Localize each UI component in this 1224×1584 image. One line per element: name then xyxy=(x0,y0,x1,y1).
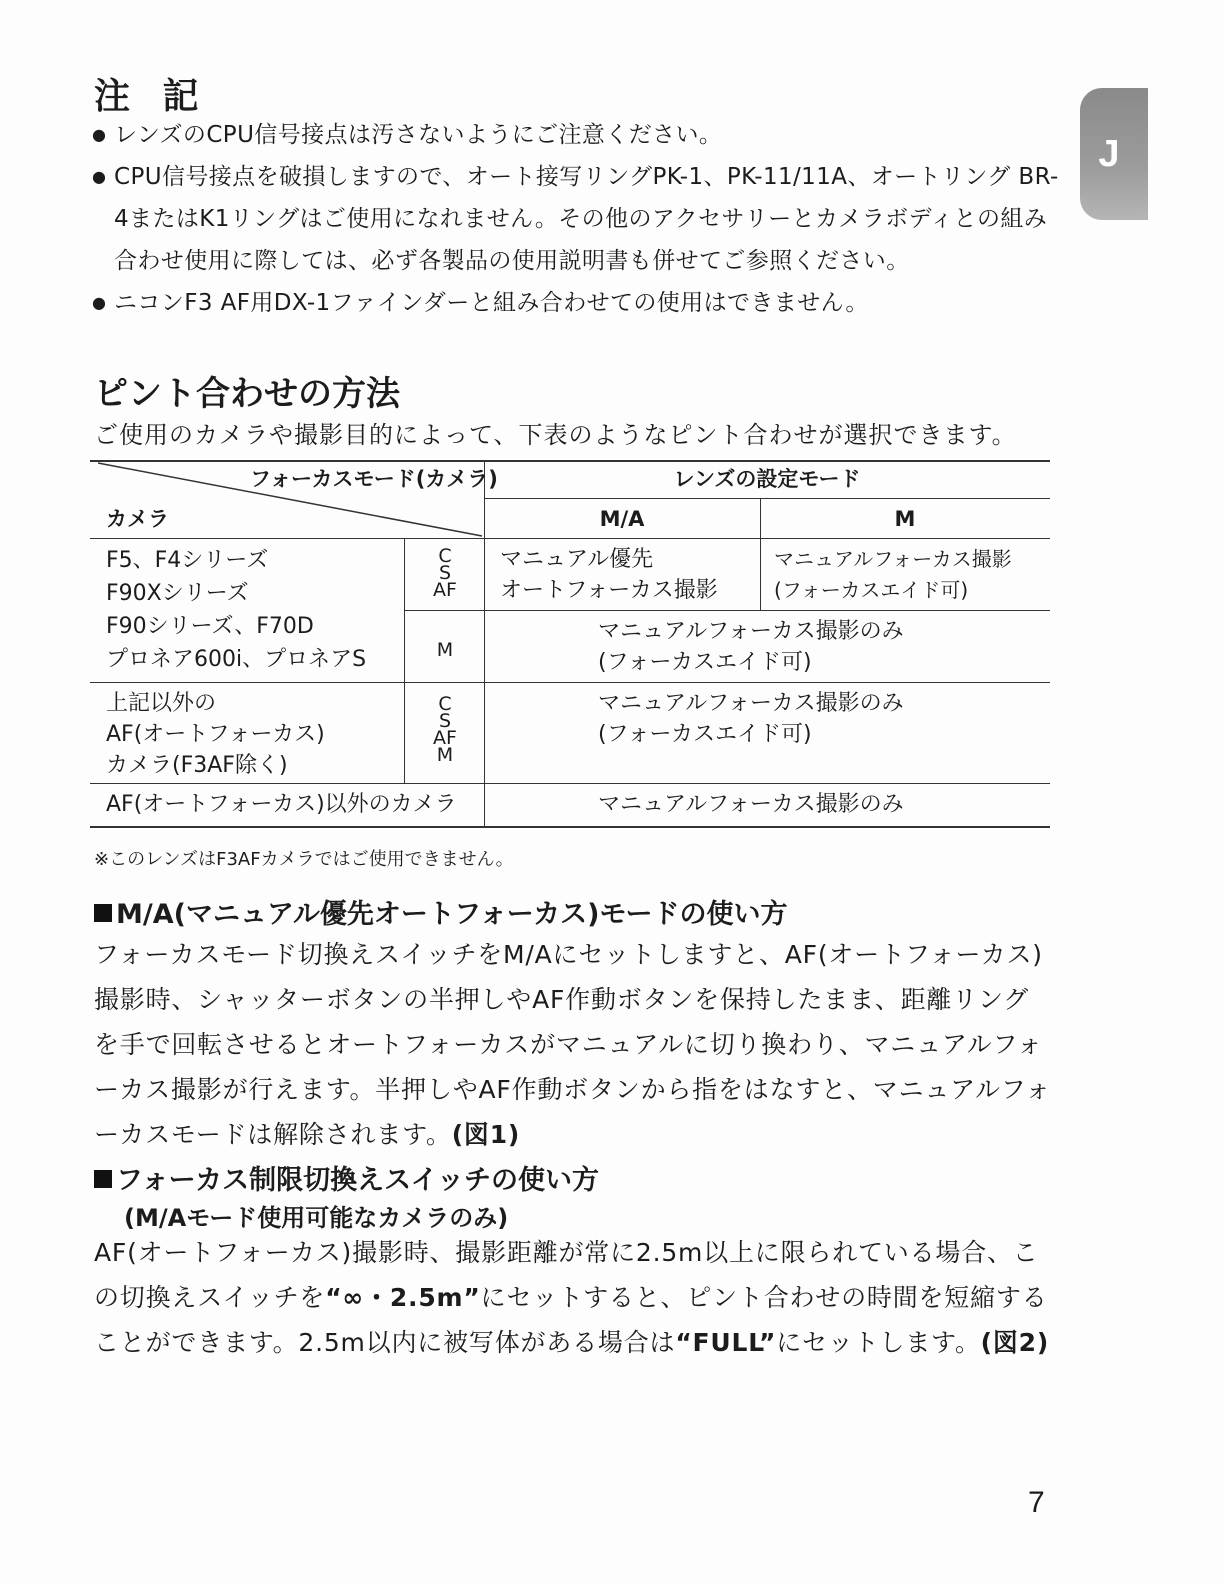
limit-section-heading: フォーカス制限切換えスイッチの使い方 xyxy=(94,1158,599,1197)
footnote: ※このレンズはF3AFカメラではご使用できません。 xyxy=(94,849,514,870)
square-bullet-icon xyxy=(94,904,112,922)
manual-only-cell-3: マニュアルフォーカス撮影のみ xyxy=(598,792,904,817)
focusing-heading: ピント合わせの方法 xyxy=(94,374,400,414)
ma-section-heading: M/A(マニュアル優先オートフォーカス)モードの使い方 xyxy=(94,892,787,931)
camera-non-af: AF(オートフォーカス)以外のカメラ xyxy=(106,792,457,817)
note-item: ● CPU信号接点を破損しますので、オート接写リングPK-1、PK-11/11A、オートリング BR-4またはK1リングはご使用になれません。その他のアクセサリーとカメラボディとの組み合わせ使用に際しては、必ず各製品の使用説明書も併せてご参照ください。 xyxy=(94,156,1064,282)
camera-list-other-af: 上記以外の AF(オートフォーカス) カメラ(F3AF除く) xyxy=(106,691,325,778)
mode-letter-m: M xyxy=(436,639,454,661)
camera-header: カメラ xyxy=(106,507,169,531)
focusing-intro: ご使用のカメラや撮影目的によって、下表のようなピント合わせが選択できます。 xyxy=(94,421,1017,449)
ma-section-body: フォーカスモード切換えスイッチをM/Aにセットしますと、AF(オートフォーカス)撮影時、シャッターボタンの半押しやAF作動ボタンを保持したまま、距離リングを手で回転させるとオートフォーカスがマニュアルに切り換わり、マニュアルフォーカス撮影が行えます。半押しやAF作動ボタンから指をはなすと、マニュアルフォーカスモードは解除されます。(図1) xyxy=(94,940,1052,1149)
ma-cell-manual-priority: マニュアル優先 オートフォーカス撮影 xyxy=(500,547,718,603)
m-cell-manual-focus: マニュアルフォーカス撮影 (フォーカスエイド可) xyxy=(774,547,1012,602)
camera-list-af: F5、F4シリーズ F90Xシリーズ F90シリーズ、F70D プロネア600i、プロネアS xyxy=(106,548,367,672)
note-item: ● ニコンF3 AF用DX-1ファインダーと組み合わせての使用はできません。 xyxy=(94,282,1064,324)
square-bullet-icon xyxy=(94,1170,112,1188)
limit-section-subtitle: (M/Aモード使用可能なカメラのみ) xyxy=(124,1204,509,1232)
manual-only-cell: マニュアルフォーカス撮影のみ (フォーカスエイド可) xyxy=(598,619,904,675)
m-column-header: M xyxy=(894,507,916,531)
page-number: 7 xyxy=(1028,1486,1045,1519)
lens-mode-header: レンズの設定モード xyxy=(673,467,861,491)
ma-column-header: M/A xyxy=(599,507,645,531)
focus-mode-header: フォーカスモード(カメラ) xyxy=(250,467,498,491)
mode-letters-csafm: C S AF M xyxy=(433,693,457,766)
language-tab[interactable] xyxy=(1080,88,1148,220)
language-tab-label: J xyxy=(1098,132,1120,175)
notes-list xyxy=(94,114,1064,324)
mode-letters-csaf: C S AF xyxy=(433,545,457,601)
notes-heading: 注 記 xyxy=(94,76,209,117)
note-item: ● レンズのCPU信号接点は汚さないようにご注意ください。 xyxy=(94,114,1064,156)
focus-mode-table xyxy=(90,460,1050,828)
manual-only-cell-2: マニュアルフォーカス撮影のみ (フォーカスエイド可) xyxy=(598,691,904,747)
limit-section-body: AF(オートフォーカス)撮影時、撮影距離が常に2.5m以上に限られている場合、この切換えスイッチを“∞・2.5m”にセットすると、ピント合わせの時間を短縮することができます。2.5m以内に被写体がある場合は“FULL”にセットします。(図2) xyxy=(94,1238,1050,1357)
